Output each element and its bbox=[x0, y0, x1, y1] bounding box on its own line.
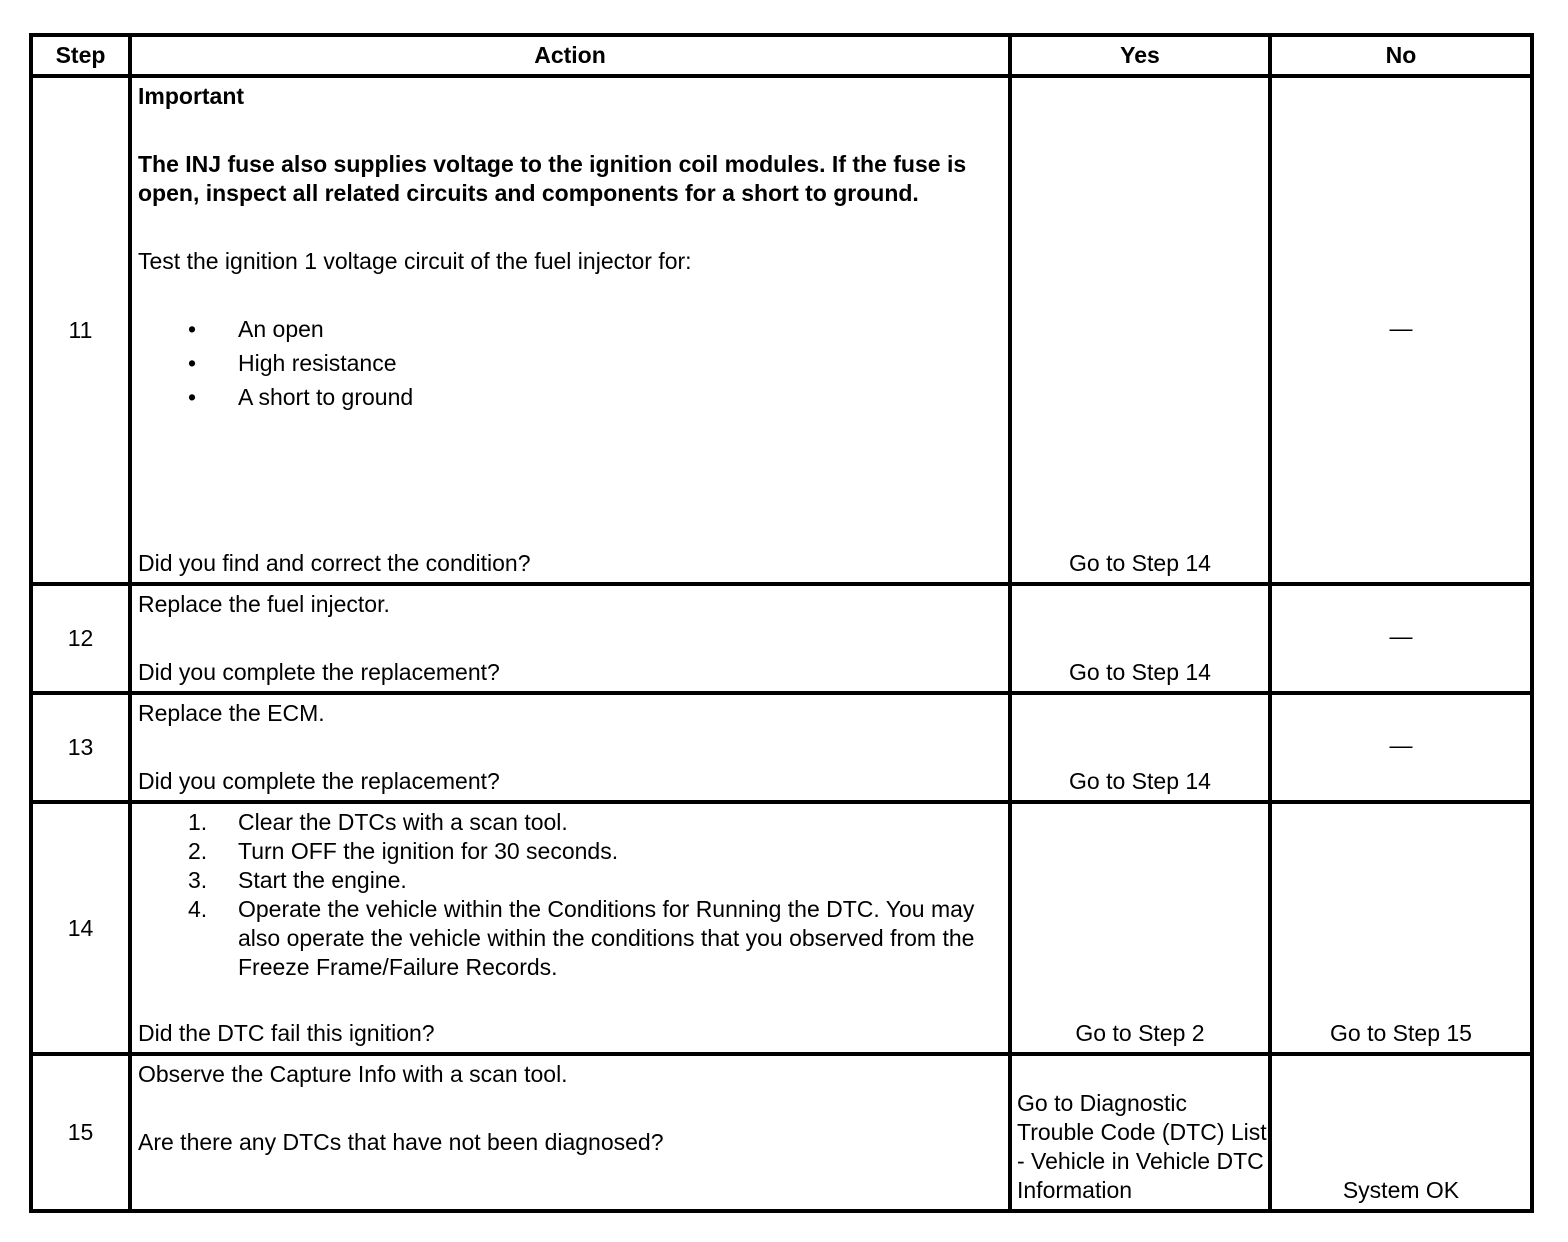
list-item: 3. Start the engine. bbox=[188, 867, 407, 893]
important-text: The INJ fuse also supplies voltage to the ignition coil modules. If the fuse is open, inspect all related circuits and components for a short to ground. bbox=[138, 151, 967, 206]
important-heading: Important bbox=[138, 83, 245, 109]
no-result: System OK bbox=[1270, 1054, 1532, 1211]
list-item: • An open bbox=[138, 315, 1002, 349]
list-item: 1. Clear the DTCs with a scan tool. bbox=[188, 809, 568, 835]
action-instruction: Observe the Capture Info with a scan tool. bbox=[138, 1061, 568, 1087]
table-row bbox=[31, 76, 1532, 584]
action-cell bbox=[130, 1054, 1010, 1211]
action-question: Did you complete the replacement? bbox=[138, 768, 500, 794]
table-row bbox=[31, 584, 1532, 693]
yes-result: Go to Step 14 bbox=[1010, 693, 1270, 802]
action-question: Are there any DTCs that have not been diagnosed? bbox=[138, 1129, 664, 1155]
list-item: 2. Turn OFF the ignition for 30 seconds. bbox=[188, 838, 619, 864]
no-result: — bbox=[1270, 76, 1532, 584]
action-instruction: Replace the fuel injector. bbox=[138, 591, 390, 617]
table-row bbox=[31, 1054, 1532, 1211]
action-question: Did you complete the replacement? bbox=[138, 659, 500, 685]
yes-result: Go to Diagnostic Trouble Code (DTC) List - Vehicle in Vehicle DTC Information bbox=[1010, 1054, 1270, 1211]
diagnostic-table bbox=[29, 33, 1534, 1213]
step-number: 14 bbox=[31, 802, 130, 1054]
header-yes: Yes bbox=[1010, 35, 1270, 76]
action-cell bbox=[130, 693, 1010, 802]
header-row bbox=[31, 35, 1532, 76]
action-question: Did you find and correct the condition? bbox=[138, 550, 531, 576]
step-number: 15 bbox=[31, 1054, 130, 1211]
action-instruction: Test the ignition 1 voltage circuit of the fuel injector for: bbox=[138, 248, 692, 274]
list-item: • High resistance bbox=[138, 349, 1002, 383]
list-item: 4. Operate the vehicle within the Conditions for Running the DTC. You may also operate the vehicle within the conditions that you observed from the Freeze Frame/Failure Records. bbox=[188, 896, 975, 980]
action-cell bbox=[130, 584, 1010, 693]
action-question: Did the DTC fail this ignition? bbox=[138, 1020, 435, 1046]
header-no: No bbox=[1270, 35, 1532, 76]
yes-result: Go to Step 14 bbox=[1010, 584, 1270, 693]
no-result: Go to Step 15 bbox=[1270, 802, 1532, 1054]
action-cell bbox=[130, 802, 1010, 1054]
yes-result: Go to Step 14 bbox=[1010, 76, 1270, 584]
header-action: Action bbox=[130, 35, 1010, 76]
step-number: 12 bbox=[31, 584, 130, 693]
action-cell bbox=[130, 76, 1010, 584]
no-result: — bbox=[1270, 693, 1532, 802]
table-row bbox=[31, 693, 1532, 802]
yes-result: Go to Step 2 bbox=[1010, 802, 1270, 1054]
action-instruction: Replace the ECM. bbox=[138, 700, 325, 726]
step-number: 13 bbox=[31, 693, 130, 802]
bullet-list bbox=[138, 315, 1002, 417]
step-number: 11 bbox=[31, 76, 130, 584]
table-row bbox=[31, 802, 1532, 1054]
numbered-list bbox=[138, 808, 1002, 982]
header-step: Step bbox=[31, 35, 130, 76]
no-result: — bbox=[1270, 584, 1532, 693]
list-item: • A short to ground bbox=[138, 383, 1002, 417]
